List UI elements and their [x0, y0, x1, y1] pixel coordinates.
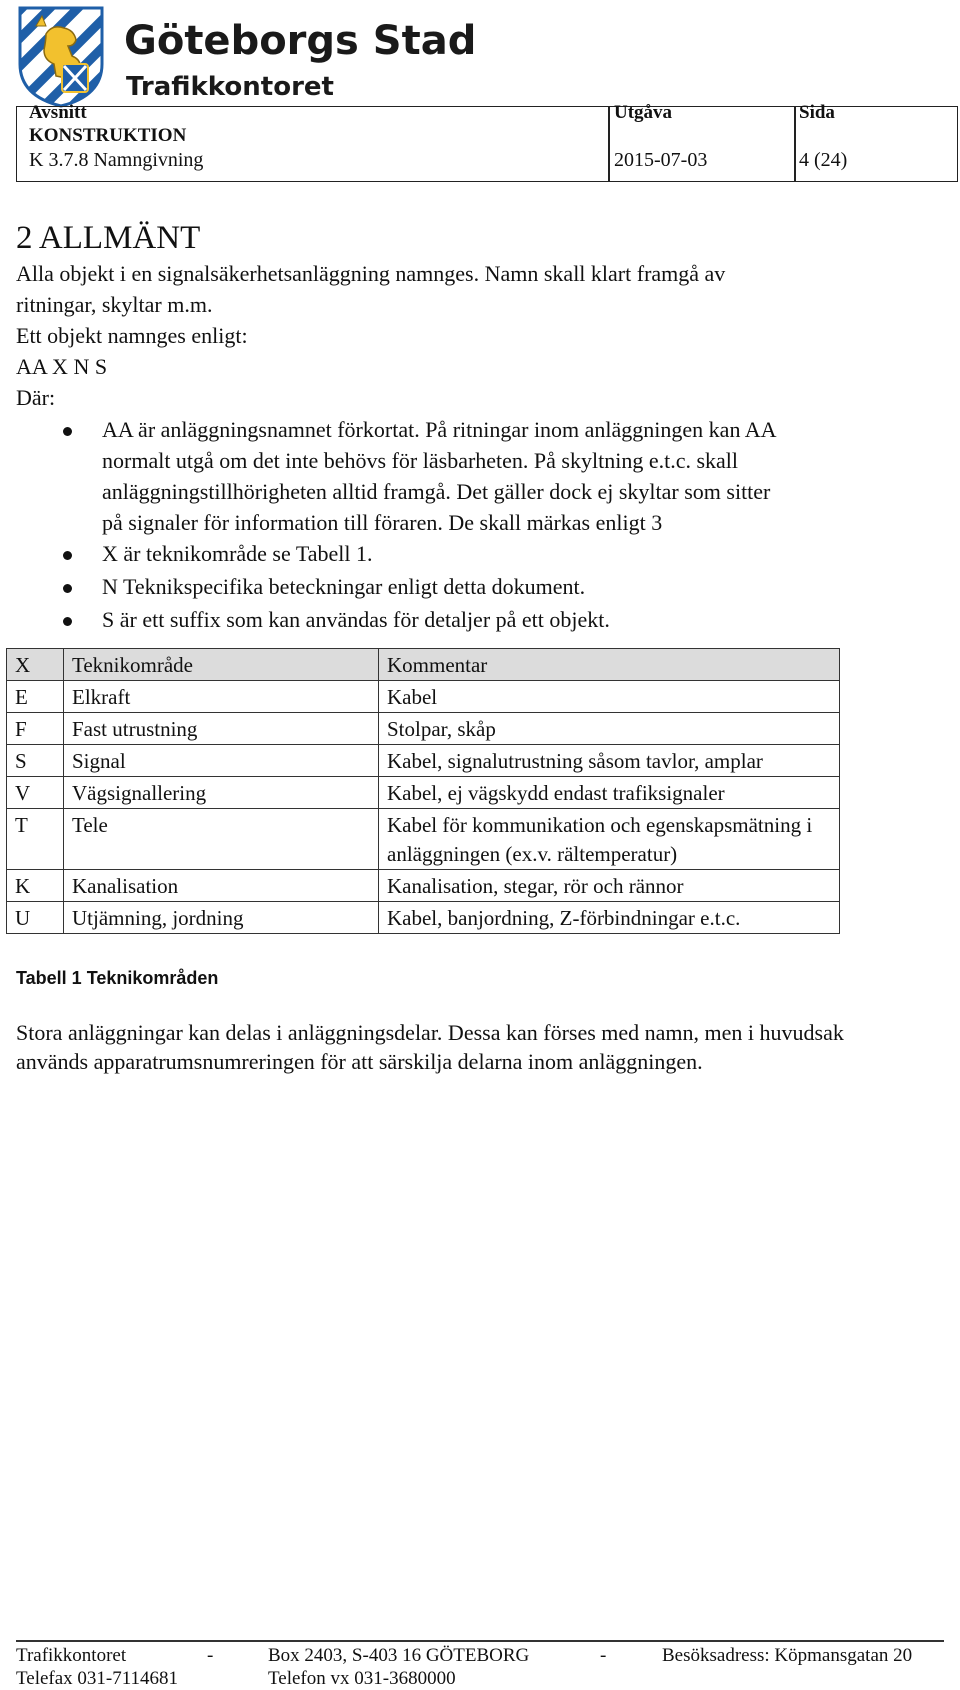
- section-heading: 2 ALLMÄNT: [16, 220, 201, 256]
- intro-line: Ett objekt namnges enligt:: [16, 323, 248, 348]
- table-cell: Vägsignallering: [64, 777, 379, 809]
- table-cell: K: [7, 870, 64, 902]
- table-cell: F: [7, 713, 64, 745]
- table-header-cell: Teknikområde: [64, 649, 379, 681]
- table-cell: Kabel, banjordning, Z-förbindningar e.t.c.: [379, 902, 840, 934]
- table-cell: U: [7, 902, 64, 934]
- footer-org: Trafikkontoret: [16, 1645, 127, 1666]
- document-header-box: [16, 102, 958, 182]
- bullet-icon: [63, 617, 72, 626]
- intro-line: ritningar, skyltar m.m.: [16, 292, 213, 317]
- footer-address: Box 2403, S-403 16 GÖTEBORG: [268, 1645, 530, 1666]
- table-cell: Fast utrustning: [64, 713, 379, 745]
- intro-line: Där:: [16, 385, 56, 410]
- table-cell: Kabel: [379, 681, 840, 713]
- edition-value: 2015-07-03: [614, 149, 708, 171]
- edition-label: Utgåva: [614, 102, 673, 123]
- list-item-line: normalt utgå om det inte behövs för läsbarheten. På skyltning e.t.c. skall: [102, 448, 739, 473]
- list-item-line: anläggningstillhörigheten alltid framgå. Det gäller dock ej skyltar som sitter: [102, 479, 771, 504]
- list-item-line: X är teknikområde se Tabell 1.: [102, 541, 373, 566]
- intro-line: AA X N S: [16, 354, 108, 379]
- table-cell: S: [7, 745, 64, 777]
- header-divider: [794, 107, 796, 181]
- table-cell: T: [7, 809, 64, 870]
- list-item-line: N Teknikspecifika beteckningar enligt detta dokument.: [102, 574, 586, 599]
- footer-visit-address: Besöksadress: Köpmansgatan 20: [662, 1645, 913, 1666]
- table-cell: Utjämning, jordning: [64, 902, 379, 934]
- table-row: [7, 870, 840, 902]
- footer-fax: Telefax 031-7114681: [16, 1668, 179, 1689]
- intro-line: Alla objekt i en signalsäkerhetsanläggning namnges. Namn skall klart framgå av: [16, 261, 726, 286]
- table-cell: Kabel, ej vägskydd endast trafiksignaler: [379, 777, 840, 809]
- table-row: [7, 681, 840, 713]
- section-name: KONSTRUKTION: [29, 125, 187, 146]
- brand-subtitle: Trafikkontoret: [126, 72, 334, 102]
- page-label: Sida: [799, 102, 835, 123]
- table-row: [7, 745, 840, 777]
- section-value: K 3.7.8 Namngivning: [29, 149, 204, 171]
- table-row: [7, 777, 840, 809]
- table-header-cell: Kommentar: [379, 649, 840, 681]
- list-item-line: på signaler för information till föraren. De skall märkas enligt 3: [102, 510, 663, 535]
- goteborg-crest-logo: [16, 4, 106, 108]
- table-header-cell: X: [7, 649, 64, 681]
- table-cell: Kanalisation: [64, 870, 379, 902]
- table-cell: Kanalisation, stegar, rör och rännor: [379, 870, 840, 902]
- closing-line: Stora anläggningar kan delas i anläggningsdelar. Dessa kan förses med namn, men i huvudsak: [16, 1020, 844, 1045]
- table-header-row: [7, 649, 840, 681]
- page-value: 4 (24): [799, 149, 848, 171]
- table-row: [7, 902, 840, 934]
- list-item-line: AA är anläggningsnamnet förkortat. På ritningar inom anläggningen kan AA: [102, 417, 777, 442]
- footer-separator: -: [600, 1645, 607, 1666]
- table-row: [7, 713, 840, 745]
- table-cell: Tele: [64, 809, 379, 870]
- list-item-line: S är ett suffix som kan användas för detaljer på ett objekt.: [102, 607, 610, 632]
- table-cell: E: [7, 681, 64, 713]
- technology-area-table: [6, 648, 840, 934]
- footer-separator: -: [207, 1645, 214, 1666]
- table-row: [7, 809, 840, 870]
- section-label: Avsnitt: [29, 102, 87, 123]
- bullet-icon: [63, 427, 72, 436]
- table-cell: Elkraft: [64, 681, 379, 713]
- closing-line: används apparatrumsnumreringen för att särskilja delarna inom anläggningen.: [16, 1049, 703, 1074]
- footer-phone: Telefon vx 031-3680000: [268, 1668, 456, 1689]
- bullet-icon: [63, 551, 72, 560]
- bullet-icon: [63, 584, 72, 593]
- footer-rule: [16, 1640, 944, 1642]
- table-cell: Stolpar, skåp: [379, 713, 840, 745]
- table-cell: Kabel för kommunikation och egenskapsmätning i anläggningen (ex.v. rältemperatur): [379, 809, 840, 870]
- table-caption: Tabell 1 Teknikområden: [16, 968, 219, 988]
- table-cell: Kabel, signalutrustning såsom tavlor, amplar: [379, 745, 840, 777]
- table-cell: V: [7, 777, 64, 809]
- brand-title: Göteborgs Stad: [124, 18, 477, 64]
- header-divider: [608, 107, 610, 181]
- table-cell: Signal: [64, 745, 379, 777]
